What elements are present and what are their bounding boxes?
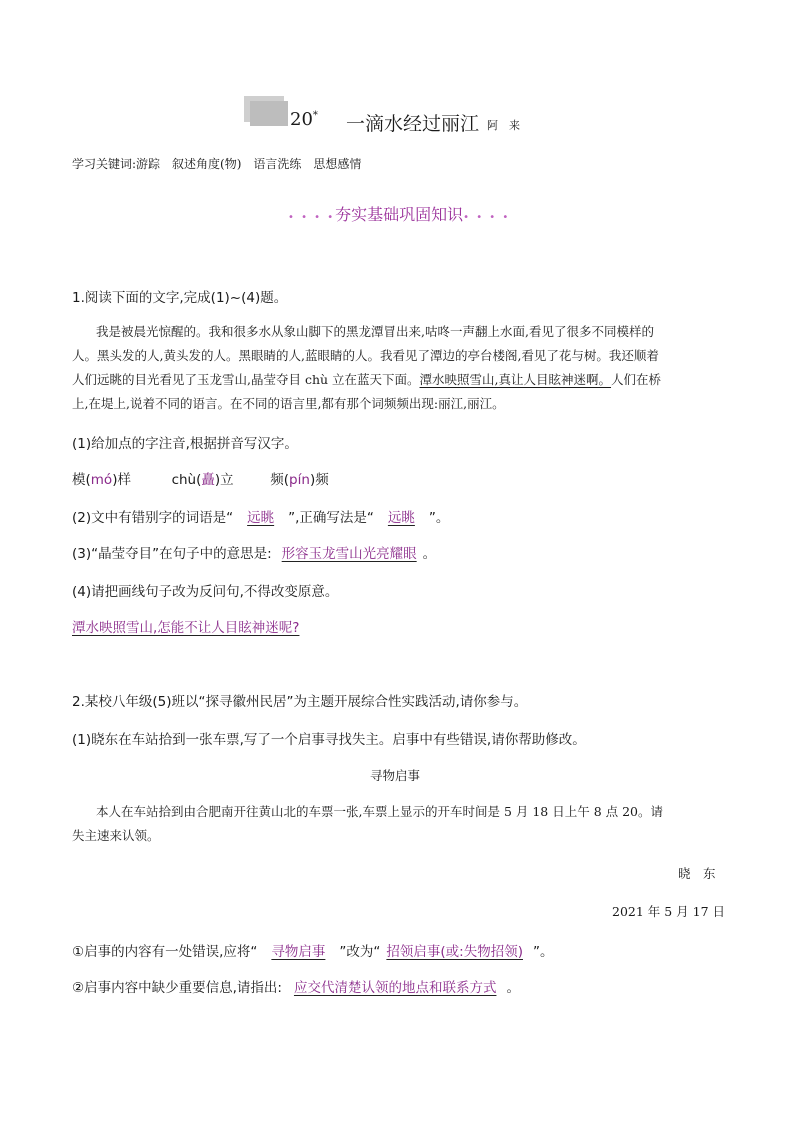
notice-body-line-1: 本人在车站拾到由合肥南开往黄山北的车票一张,车票上显示的开车时间是 5 月 18 日上午 8 点 20。请 xyxy=(96,804,664,819)
answer-blank: 远眺 xyxy=(387,510,415,526)
underlined-sentence: 潭水映照雪山,真让人目眩神迷啊。 xyxy=(419,372,612,387)
author: 阿 来 xyxy=(487,119,520,132)
sub-question-3: (3)“晶莹夺目”在句子中的意思是: 形容玉龙雪山光亮耀眼 。 xyxy=(72,546,437,562)
sub-question-4: (4)请把画线句子改为反问句,不得改变原意。 xyxy=(72,584,339,600)
question-2-prompt: 2.某校八年级(5)班以“探寻徽州民居”为主题开展综合性实践活动,请你参与。 xyxy=(72,694,528,710)
answer-blank: 形容玉龙雪山光亮耀眼 xyxy=(281,546,417,562)
answer-blank: 应交代清楚认领的地点和联系方式 xyxy=(293,980,497,996)
sub-question-1: (1)给加点的字注音,根据拼音写汉字。 xyxy=(72,436,298,452)
pinyin-item: 频(pín)频 xyxy=(270,472,329,488)
sub-question-2: (2)文中有错别字的词语是“ 远眺 ”,正确写法是“ 远眺 ”。 xyxy=(72,510,450,526)
page-title: 一滴水经过丽江 xyxy=(346,113,480,135)
keywords-line: 学习关键词:游踪 叙述角度(物) 语言洗练 思想感情 xyxy=(72,157,362,171)
passage-line-3: 人们远眺的目光看见了玉龙雪山,晶莹夺目 chù 立在蓝天下面。潭水映照雪山,真让人目眩神迷啊。人们在桥 xyxy=(72,372,662,387)
notice-title: 寻物启事 xyxy=(370,768,421,783)
question-2-sub-1: (1)晓东在车站拾到一张车票,写了一个启事寻找失主。启事中有些错误,请你帮助修改。 xyxy=(72,732,586,748)
banner-dots-left: • • • • xyxy=(288,212,336,223)
question-1-prompt: 1.阅读下面的文字,完成(1)~(4)题。 xyxy=(72,290,288,306)
answer-line: 潭水映照雪山,怎能不让人目眩神迷呢? xyxy=(72,620,300,636)
title-decoration xyxy=(244,96,288,126)
passage-line-1: 我是被晨光惊醒的。我和很多水从象山脚下的黑龙潭冒出来,咕咚一声翻上水面,看见了很多不同模样的 xyxy=(96,324,654,339)
lesson-number: 20* xyxy=(290,109,318,130)
banner-dots-right: • • • • xyxy=(463,212,511,223)
fix-2: ②启事内容中缺少重要信息,请指出: 应交代清楚认领的地点和联系方式 。 xyxy=(72,980,520,996)
pinyin-row xyxy=(72,468,329,488)
fix-1: ①启事的内容有一处错误,应将“ 寻物启事 ”改为“ 招领启事(或:失物招领) ”。 xyxy=(72,944,554,960)
notice-signer: 晓 东 xyxy=(678,866,716,881)
banner-text: 夯实基础巩固知识 xyxy=(335,205,464,224)
answer-blank: 寻物启事 xyxy=(271,944,326,960)
pinyin-item: 模(mó)样 xyxy=(72,472,131,488)
pinyin-item: chù(矗)立 xyxy=(171,472,234,488)
answer-blank: 招领启事(或:失物招领) xyxy=(386,944,523,960)
notice-date: 2021 年 5 月 17 日 xyxy=(612,904,726,919)
answer-blank: 远眺 xyxy=(247,510,275,526)
section-banner xyxy=(288,202,510,225)
passage-line-4: 上,在堤上,说着不同的语言。在不同的语言里,都有那个词频频出现:丽江,丽江。 xyxy=(72,396,505,411)
passage-line-2: 人。黑头发的人,黄头发的人。黑眼睛的人,蓝眼睛的人。我看见了潭边的亭台楼阁,看见了花与树。我还顺着 xyxy=(72,348,659,363)
notice-body-line-2: 失主速来认领。 xyxy=(72,828,160,843)
